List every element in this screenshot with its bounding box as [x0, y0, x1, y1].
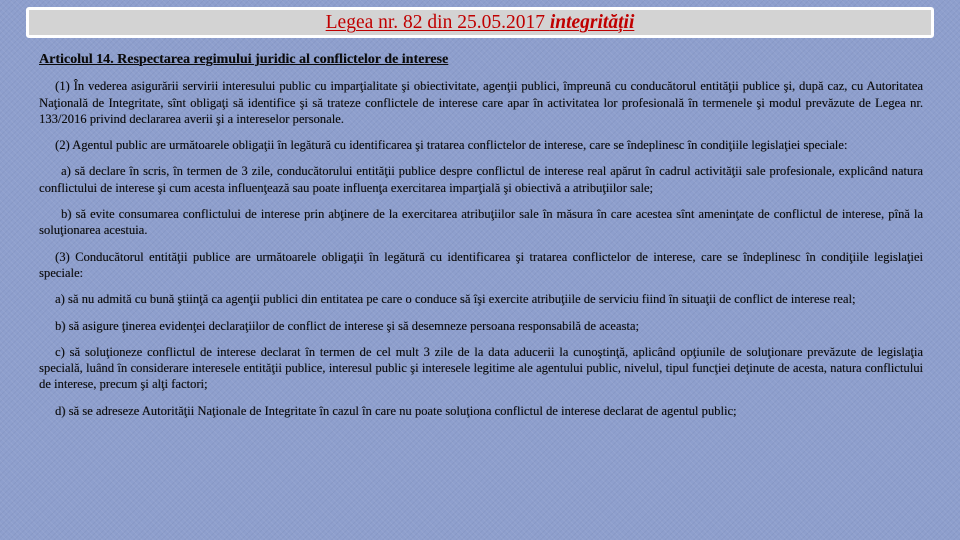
paragraph-1: (1) În vederea asigurării servirii interesului public cu imparţialitate şi obiectivitate, agenţii publici, împreună cu conducătorul entităţii publice şi, după caz, cu Autoritatea Naţională de Integritate, sînt obligaţi să identifice şi să trateze conflictele de interese care apar în activitatea lor profesională în termenele şi modul prevăzute de Legea nr. 133/2016 privind declararea averii şi a intereselor personale. — [39, 79, 923, 126]
title-main: Legea nr. 82 din 25.05.2017 — [325, 12, 550, 33]
paragraph-2: (2) Agentul public are următoarele obligaţii în legătură cu identificarea şi tratarea conflictelor de interese, care se îndeplinesc în condiţiile legislaţiei speciale: — [55, 138, 848, 153]
title-emphasis: integrității — [549, 12, 635, 33]
paragraph-3: (3) Conducătorul entităţii publice are următoarele obligaţii în legătură cu identificarea şi tratarea conflictelor de interese, care se îndeplinesc în condiţiile legislaţiei speciale: — [39, 249, 923, 280]
paragraph-3d: d) să se adreseze Autorităţii Naţionale de Integritate în cazul în care nu poate soluţiona conflictul de interese declarat de agentul public; — [55, 403, 737, 418]
article-heading: Articolul 14. Respectarea regimului juridic al conflictelor de interese — [39, 52, 449, 67]
paragraph-2a: a) să declare în scris, în termen de 3 zile, conducătorului entităţii publice despre conflictul de interese real apărut în cadrul activităţii sale profesionale, explicând natura conflictului de interese şi cum acesta influenţează sau poate influenţa exercitarea imparţială şi obiectivă a atribuţiilor sale; — [39, 164, 923, 195]
paragraph-3a: a) să nu admită cu bună ştiinţă ca agenţii publici din entitatea pe care o conduce să îşi exercite atribuţiile de serviciu fiind în situaţii de conflict de interese real; — [55, 292, 856, 307]
paragraph-3b: b) să asigure ţinerea evidenţei declaraţiilor de conflict de interese şi să desemneze persoana responsabilă de aceasta; — [55, 318, 639, 333]
slide-title — [26, 7, 934, 38]
paragraph-2b: b) să evite consumarea conflictului de interese prin abţinere de la exercitarea atribuţiilor sale în măsura în care acestea sînt ameninţate de conflictul de interese, pînă la soluţionarea acestuia. — [39, 207, 923, 238]
paragraph-3c: c) să soluţioneze conflictul de interese declarat în termen de cel mult 3 zile de la data aducerii la cunoştinţă, aplicând opţiunile de soluţionare prevăzute de legislaţia specială, luând în considerare interesele entităţii publice, interesul public şi interesele legitime ale agentului public, nivelul, tipul funcţiei deţinute de acesta, natura conflictului de interese, precum şi alţi factori; — [39, 344, 923, 392]
article-body — [39, 52, 923, 419]
